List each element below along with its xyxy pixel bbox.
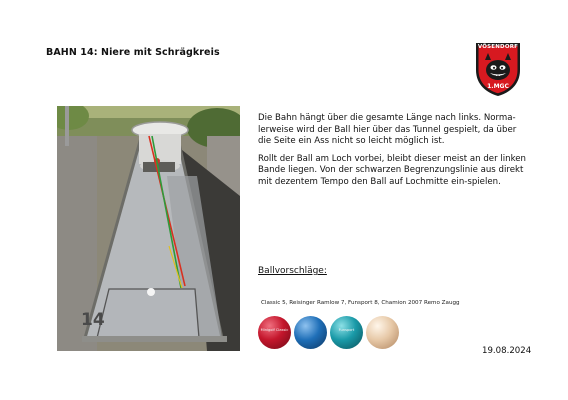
description-paragraph-1: Die Bahn hängt über die gesamte Länge nach links. Norma-lerweise wird der Ball hier über das Tunnel gespielt, da über die Seite ein Ass nicht so leicht möglich ist. — [258, 113, 517, 147]
ball-icon-4 — [366, 316, 399, 349]
club-logo — [473, 40, 523, 98]
minigolf-lane-photo — [57, 106, 240, 351]
ball-icon-2 — [294, 316, 327, 349]
ball-icon-1 — [258, 316, 291, 349]
logo-bottom-text: 1.MGC — [487, 83, 509, 90]
lane-description — [258, 113, 528, 195]
document-date: 19.08.2024 — [482, 346, 532, 356]
ball-suggestions-heading: Ballvorschläge: — [258, 266, 327, 276]
ball-icon-3 — [330, 316, 363, 349]
lane-number: 14 — [81, 310, 105, 330]
description-paragraph-2: Rollt der Ball am Loch vorbei, bleibt dieser meist an der linken Bande liegen. Von der schwarzen Begrenzungslinie aus direkt mit dezentem Tempo den Ball auf Lochmitte ein-spielen. — [258, 153, 526, 187]
ball-label-1: Minigolf Classic — [260, 328, 289, 332]
logo-top-text: VÖSENDORF — [477, 44, 519, 50]
ball-label-3: Funsport — [338, 328, 355, 332]
page-title: BAHN 14: Niere mit Schrägkreis — [46, 47, 220, 58]
ball-suggestions-list: Classic 5, Reisinger Ramlow 7, Funsport 8, Chamion 2007 Remo Zaugg — [261, 300, 460, 306]
